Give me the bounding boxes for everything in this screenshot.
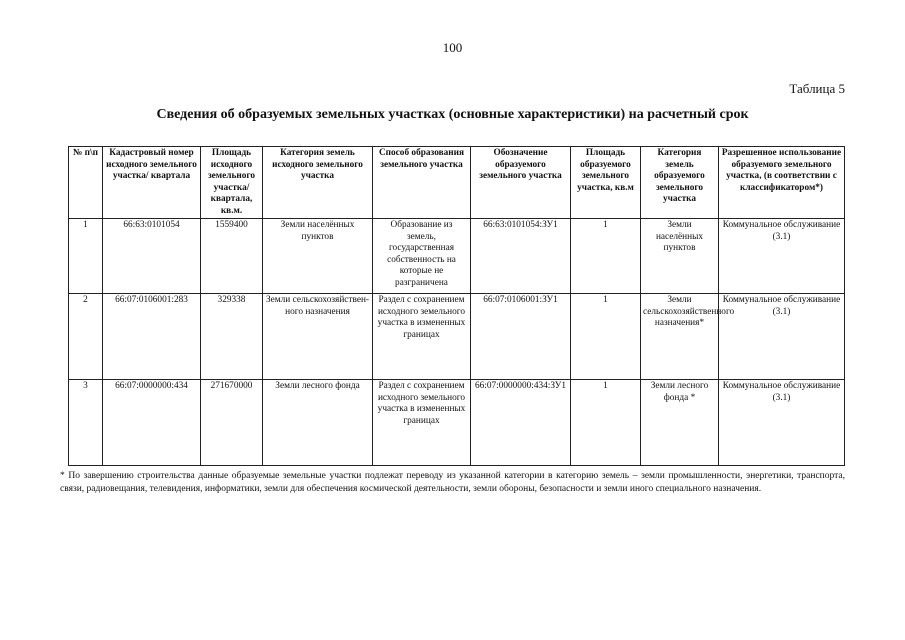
table-header-row	[69, 147, 845, 219]
table-cell: Коммунальное обслуживание (3.1)	[719, 294, 845, 380]
header-cell: Категория земель образуемого земельного участка	[641, 147, 719, 219]
table-cell: 3	[69, 380, 103, 466]
table-cell: 1	[571, 294, 641, 380]
header-cell: Площадь исходного земельного участка/ квартала, кв.м.	[201, 147, 263, 219]
table-cell: 1	[69, 219, 103, 294]
table-cell: Земли сельскохозяйствен-ного назначения	[263, 294, 373, 380]
table-cell: 66:07:0000000:434:ЗУ1	[471, 380, 571, 466]
header-cell: Категория земель исходного земельного участка	[263, 147, 373, 219]
table-cell: Коммунальное обслуживание (3.1)	[719, 380, 845, 466]
table-cell: 66:63:0101054:ЗУ1	[471, 219, 571, 294]
header-cell: Площадь образуемого земельного участка, кв.м	[571, 147, 641, 219]
table-row	[69, 294, 845, 380]
table-cell: Образование из земель, государственная собственность на которые не разграничена	[373, 219, 471, 294]
table-cell: Земли населённых пунктов	[641, 219, 719, 294]
header-cell: Разрешенное использование образуемого земельного участка, (в соответствии с классификатором*)	[719, 147, 845, 219]
table-cell: Земли сельскохозяйственного назначения*	[641, 294, 719, 380]
table-cell: 66:07:0106001:283	[103, 294, 201, 380]
page-number: 100	[442, 40, 463, 55]
table-cell: Земли лесного фонда	[263, 380, 373, 466]
table-cell: 329338	[201, 294, 263, 380]
footnote: * По завершению строительства данные образуемые земельные участки подлежат переводу из указанной категории в категорию земель – земли промышленности, энергетики, транспорта, связи, радиовещания, телевидения, информатики, земли для обеспечения космической деятельности, земли обороны, безопасности и земли иного специального назначения.	[60, 471, 845, 494]
table-cell: 66:07:0000000:434	[103, 380, 201, 466]
header-cell: Обозначение образуемого земельного участка	[471, 147, 571, 219]
header-cell: № п\п	[69, 147, 103, 219]
table-cell: 1559400	[201, 219, 263, 294]
table-cell: 66:07:0106001:ЗУ1	[471, 294, 571, 380]
table-row	[69, 380, 845, 466]
table-cell: 1	[571, 380, 641, 466]
table-cell: 1	[571, 219, 641, 294]
table-cell: 271670000	[201, 380, 263, 466]
land-plots-table	[68, 146, 845, 466]
header-cell: Способ образования земельного участка	[373, 147, 471, 219]
table-cell: Земли населённых пунктов	[263, 219, 373, 294]
table-row	[69, 219, 845, 294]
document-title: Сведения об образуемых земельных участках (основные характеристики) на расчетный срок	[156, 107, 749, 122]
table-cell: Земли лесного фонда *	[641, 380, 719, 466]
table-caption: Таблица 5	[789, 81, 845, 96]
table-cell: Раздел с сохранением исходного земельного участка в измененных границах	[373, 380, 471, 466]
table-cell: 2	[69, 294, 103, 380]
table-cell: 66:63:0101054	[103, 219, 201, 294]
table-cell: Раздел с сохранением исходного земельного участка в измененных границах	[373, 294, 471, 380]
table-cell: Коммунальное обслуживание (3.1)	[719, 219, 845, 294]
header-cell: Кадастровый номер исходного земельного участка/ квартала	[103, 147, 201, 219]
